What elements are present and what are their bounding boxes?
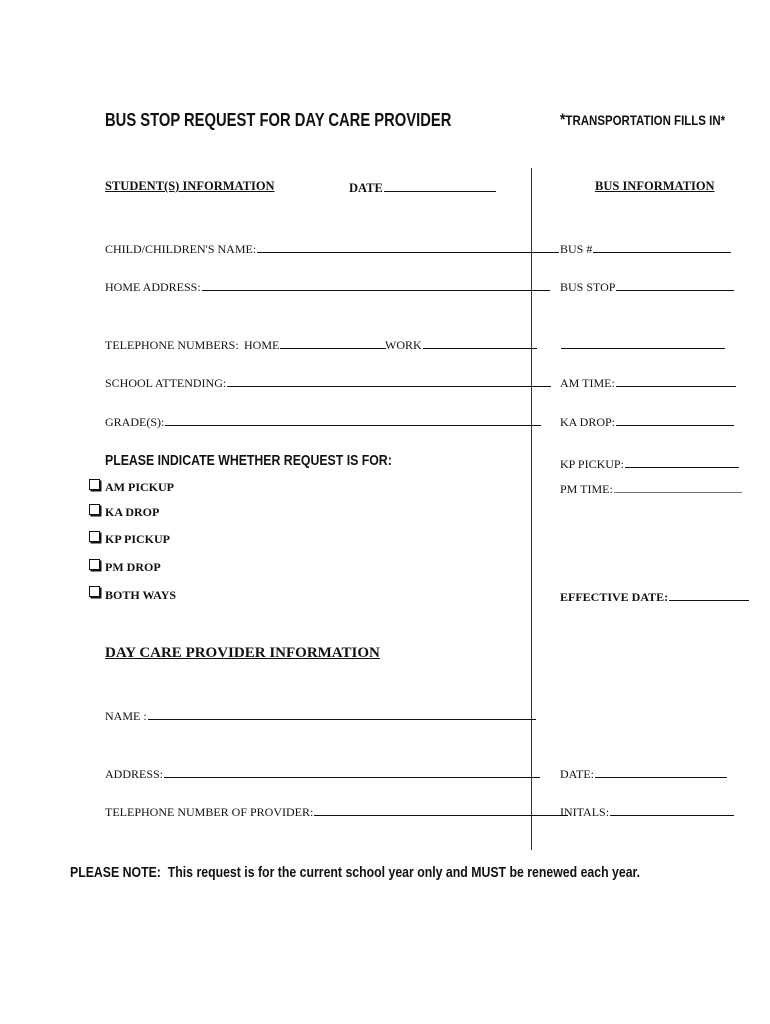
am-pickup-checkbox[interactable] (89, 479, 100, 490)
initials-field (560, 803, 734, 821)
am-time-line[interactable] (616, 374, 736, 387)
footer-note (70, 864, 640, 881)
bus-number-field (560, 240, 731, 258)
bus-number-line[interactable] (593, 240, 731, 253)
bus-extra-field (560, 336, 725, 354)
request-question: PLEASE INDICATE WHETHER REQUEST IS FOR: (105, 452, 392, 469)
telephone-label: TELEPHONE NUMBERS: (105, 338, 239, 352)
pm-drop-label: PM DROP (105, 560, 161, 574)
bus-number-label: BUS # (560, 242, 593, 256)
pm-time-label: PM TIME: (560, 482, 613, 496)
provider-address-line[interactable] (164, 765, 540, 778)
child-name-line[interactable] (257, 240, 559, 253)
form-title: BUS STOP REQUEST FOR DAY CARE PROVIDER (105, 110, 452, 130)
kp-pickup-checkbox[interactable] (89, 531, 100, 542)
grade-field (105, 413, 541, 431)
student-info-heading: STUDENT(S) INFORMATION (105, 179, 275, 193)
transportation-note-text: TRANSPORTATION FILLS IN* (565, 112, 726, 128)
telephone-field (105, 336, 239, 354)
school-line[interactable] (227, 374, 551, 387)
bus-stop-line[interactable] (616, 278, 734, 291)
office-date-label: DATE: (560, 767, 594, 781)
provider-address-label: ADDRESS: (105, 767, 164, 781)
grade-line[interactable] (165, 413, 541, 426)
effective-date-line[interactable] (669, 588, 749, 601)
provider-phone-line[interactable] (314, 803, 568, 816)
child-name-field (105, 240, 559, 258)
column-divider (531, 168, 532, 850)
effective-date-field (560, 588, 749, 606)
ka-drop-checkbox[interactable] (89, 504, 100, 515)
transportation-note (560, 110, 725, 130)
ka-drop-field (560, 413, 734, 431)
child-name-label: CHILD/CHILDREN'S NAME: (105, 242, 257, 256)
ka-drop-time-label: KA DROP: (560, 415, 616, 429)
both-ways-label: BOTH WAYS (105, 588, 177, 602)
bus-stop-field (560, 278, 734, 296)
am-time-label: AM TIME: (560, 376, 615, 390)
pm-time-line[interactable] (614, 480, 742, 493)
provider-phone-label: TELEPHONE NUMBER OF PROVIDER: (105, 805, 314, 819)
work-phone-field (385, 336, 537, 354)
footer-note-text: This request is for the current school year only and MUST be renewed each year. (160, 864, 641, 881)
provider-name-label: NAME : (105, 709, 147, 723)
home-address-line[interactable] (202, 278, 550, 291)
date-line[interactable] (384, 179, 496, 192)
bus-stop-label: BUS STOP (560, 280, 616, 294)
bus-info-heading: BUS INFORMATION (595, 179, 715, 193)
date-field (349, 179, 496, 197)
home-phone-field (244, 336, 386, 354)
kp-pickup-time-label: KP PICKUP: (560, 457, 624, 471)
provider-phone-field (105, 803, 568, 821)
kp-pickup-field (560, 455, 739, 473)
pm-drop-checkbox[interactable] (89, 559, 100, 570)
initials-line[interactable] (610, 803, 734, 816)
work-phone-line[interactable] (423, 336, 537, 349)
kp-pickup-line[interactable] (625, 455, 739, 468)
kp-pickup-label: KP PICKUP (105, 532, 170, 546)
initials-label: INITALS: (560, 805, 610, 819)
home-address-field (105, 278, 550, 296)
pm-time-field (560, 480, 742, 498)
provider-name-line[interactable] (148, 707, 536, 720)
office-date-field (560, 765, 727, 783)
effective-date-label: EFFECTIVE DATE: (560, 590, 669, 604)
grade-label: GRADE(S): (105, 415, 165, 429)
bus-extra-line[interactable] (561, 336, 725, 349)
provider-name-field (105, 707, 536, 725)
school-label: SCHOOL ATTENDING: (105, 376, 227, 390)
work-phone-label: WORK (385, 338, 422, 352)
am-time-field (560, 374, 736, 392)
am-pickup-label: AM PICKUP (105, 480, 174, 494)
footer-note-bold: PLEASE NOTE: (70, 864, 161, 881)
date-label: DATE (349, 181, 383, 195)
home-phone-line[interactable] (280, 336, 386, 349)
provider-info-heading: DAY CARE PROVIDER INFORMATION (105, 645, 380, 661)
ka-drop-line[interactable] (616, 413, 734, 426)
school-field (105, 374, 551, 392)
office-date-line[interactable] (595, 765, 727, 778)
asterisk: * (560, 110, 566, 129)
provider-address-field (105, 765, 540, 783)
both-ways-checkbox[interactable] (89, 586, 100, 597)
home-address-label: HOME ADDRESS: (105, 280, 201, 294)
home-phone-label: HOME (244, 338, 280, 352)
ka-drop-label: KA DROP (105, 505, 160, 519)
